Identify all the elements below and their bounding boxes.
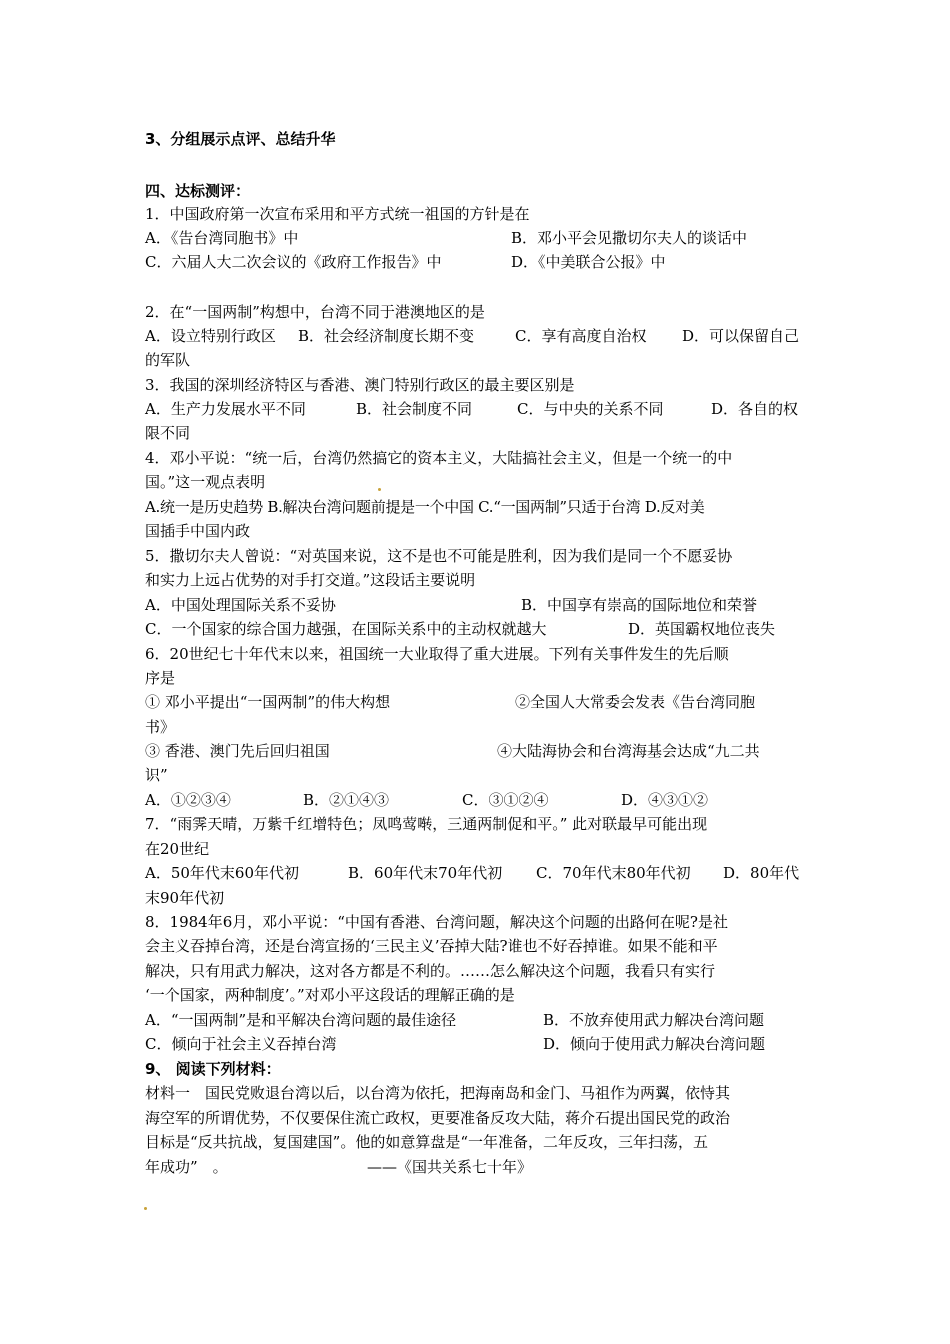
q9-material-line4-text: 年成功” 。 <box>145 1158 228 1176</box>
q7-option-d-cont: 末90年代初 <box>145 889 225 907</box>
q3-option-c: C．与中央的关系不同 <box>517 400 664 418</box>
q5-option-b: B．中国享有崇高的国际地位和荣誉 <box>521 596 758 614</box>
q6-option-b: B．②①④③ <box>303 791 390 809</box>
q7-option-a: A．50年代末60年代初 <box>145 864 300 882</box>
q8-stem-line2: 会主义吞掉台湾，还是台湾宣扬的‘三民主义’吞掉大陆?谁也不好吞掉谁。如果不能和平 <box>145 937 718 955</box>
q1-option-a: A．《告台湾同胞书》中 <box>145 229 299 247</box>
q7-option-d: D．80年代 <box>723 864 800 882</box>
q9-material-line2: 海空军的所谓优势，不仅要保住流亡政权，更要准备反攻大陆，蒋介石提出国民党的政治 <box>145 1109 731 1127</box>
q5-option-a: A．中国处理国际关系不妥协 <box>145 596 336 614</box>
section-3-heading: 3、分组展示点评、总结升华 <box>145 130 336 148</box>
q6-stem-line1: 6．20世纪七十年代末以来，祖国统一大业取得了重大进展。下列有关事件发生的先后顺 <box>145 645 729 663</box>
q2-option-b: B．社会经济制度长期不变 <box>298 327 475 345</box>
ink-dot <box>378 488 381 491</box>
q2-option-a: A．设立特别行政区 <box>145 327 276 345</box>
q8-stem-line4: ‘一个国家，两种制度’。”对邓小平这段话的理解正确的是 <box>145 986 515 1004</box>
q8-stem-line1: 8．1984年6月，邓小平说：“中国有香港、台湾问题，解决这个问题的出路何在呢?是社 <box>145 913 728 931</box>
q9-material-line1: 材料一 国民党败退台湾以后，以台湾为依托，把海南岛和金门、马祖作为两翼，依恃其 <box>145 1084 731 1102</box>
q3-option-d-cont: 限不同 <box>145 424 191 442</box>
q6-item-2-cont: 书》 <box>145 718 176 736</box>
q6-option-d: D．④③①② <box>621 791 709 809</box>
q6-option-c: C．③①②④ <box>462 791 549 809</box>
q8-option-c: C．倾向于社会主义吞掉台湾 <box>145 1035 337 1053</box>
q8-option-d: D．倾向于使用武力解决台湾问题 <box>543 1035 766 1053</box>
section-4-heading: 四、达标测评： <box>145 182 251 200</box>
q9-heading: 9、 阅读下列材料： <box>145 1060 281 1078</box>
q2-option-d-cont: 的军队 <box>145 351 191 369</box>
q2-stem: 2．在“一国两制”构想中，台湾不同于港澳地区的是 <box>145 303 485 321</box>
q5-stem-line2: 和实力上远占优势的对手打交道。”这段话主要说明 <box>145 571 476 589</box>
q7-option-b: B．60年代末70年代初 <box>348 864 503 882</box>
q4-stem-line2: 国。”这一观点表明 <box>145 473 266 491</box>
q4-options-line2: 国插手中国内政 <box>145 522 251 540</box>
q8-option-a: A．“一国两制”是和平解决台湾问题的最佳途径 <box>145 1011 457 1029</box>
q3-option-b: B．社会制度不同 <box>356 400 473 418</box>
q6-item-2: ②全国人大常委会发表《告台湾同胞 <box>515 693 756 711</box>
q5-stem-line1: 5．撒切尔夫人曾说：“对英国来说，这不是也不可能是胜利，因为我们是同一个不愿妥协 <box>145 547 733 565</box>
q7-stem-line2: 在20世纪 <box>145 840 210 858</box>
q3-option-a: A．生产力发展水平不同 <box>145 400 306 418</box>
q7-stem-line1: 7．“雨霁天晴，万紫千红增特色；凤鸣莺啭，三通两制促和平。” 此对联最早可能出现 <box>145 815 708 833</box>
q1-option-c: C．六届人大二次会议的《政府工作报告》中 <box>145 253 442 271</box>
q9-material-line3: 目标是“反共抗战，复国建国”。他的如意算盘是“一年准备，二年反攻，三年扫荡，五 <box>145 1133 709 1151</box>
q7-option-c: C．70年代末80年代初 <box>536 864 691 882</box>
q1-option-b: B．邓小平会见撒切尔夫人的谈话中 <box>511 229 748 247</box>
q8-option-b: B．不放弃使用武力解决台湾问题 <box>543 1011 765 1029</box>
q4-options-line1: A.统一是历史趋势 B.解决台湾问题前提是一个中国 C.“一国两制”只适于台湾 D.反对美 <box>145 498 705 516</box>
q1-stem: 1．中国政府第一次宣布采用和平方式统一祖国的方针是在 <box>145 205 530 223</box>
q2-option-d: D．可以保留自己 <box>682 327 800 345</box>
q6-stem-line2: 序是 <box>145 669 176 687</box>
q6-item-4: ④大陆海协会和台湾海基会达成“九二共 <box>497 742 760 760</box>
q6-item-3: ③ 香港、澳门先后回归祖国 <box>145 742 330 760</box>
q4-stem-line1: 4．邓小平说：“统一后，台湾仍然搞它的资本主义，大陆搞社会主义，但是一个统一的中 <box>145 449 733 467</box>
q5-option-c: C．一个国家的综合国力越强，在国际关系中的主动权就越大 <box>145 620 547 638</box>
q6-item-1: ① 邓小平提出“一国两制”的伟大构想 <box>145 693 391 711</box>
ink-dot <box>144 1207 147 1210</box>
q8-stem-line3: 解决，只有用武力解决，这对各方都是不利的。……怎么解决这个问题，我看只有实行 <box>145 962 716 980</box>
q6-item-4-cont: 识” <box>145 766 168 784</box>
q5-option-d: D．英国霸权地位丧失 <box>628 620 776 638</box>
q3-stem: 3．我国的深圳经济特区与香港、澳门特别行政区的最主要区别是 <box>145 376 575 394</box>
q2-option-c: C．享有高度自治权 <box>515 327 647 345</box>
q6-option-a: A．①②③④ <box>145 791 231 809</box>
q3-option-d: D．各自的权 <box>711 400 799 418</box>
q9-source: ——《国共关系七十年》 <box>367 1158 533 1176</box>
q1-option-d: D．《中美联合公报》中 <box>511 253 666 271</box>
